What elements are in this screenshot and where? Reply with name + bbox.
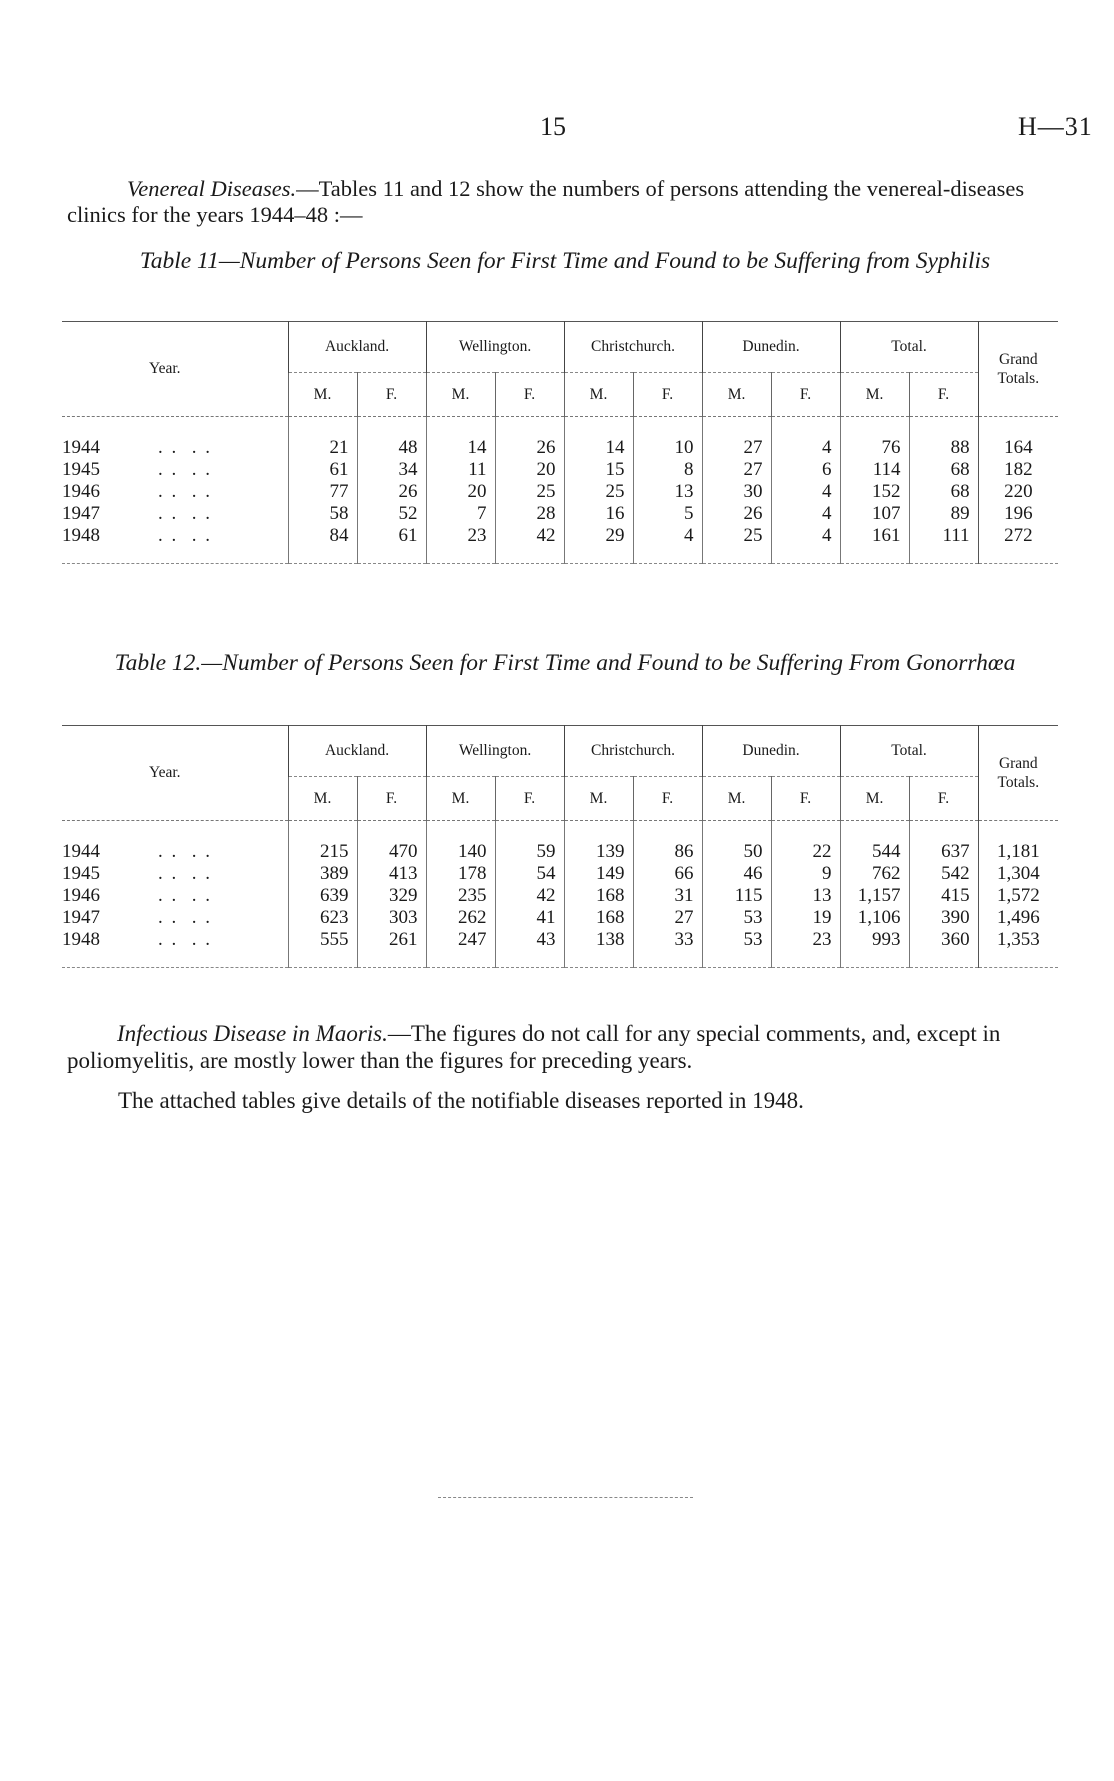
male-header: M. [702,373,771,417]
female-count-cell: 88 [909,417,978,460]
table-row [62,481,1058,503]
male-count-cell: 77 [288,481,357,503]
maoris-text: —The figures do not call for any special comments, and, except in poliomyelitis, are mostly lower than the figures for preceding years. [67,1021,1001,1073]
male-count-cell: 168 [564,907,633,929]
year-value: 1946 [62,481,100,502]
male-count-cell: 30 [702,481,771,503]
female-header: F. [357,777,426,821]
male-count-cell: 1,157 [840,885,909,907]
female-count-cell: 43 [495,929,564,968]
grand-total-cell: 182 [978,459,1058,481]
male-count-cell: 247 [426,929,495,968]
female-count-cell: 9 [771,863,840,885]
year-cell [62,929,288,968]
male-count-cell: 139 [564,821,633,864]
male-count-cell: 168 [564,885,633,907]
female-count-cell: 22 [771,821,840,864]
leader-dots: . . . . [158,503,212,524]
grand-total-cell: 196 [978,503,1058,525]
male-count-cell: 29 [564,525,633,564]
male-count-cell: 555 [288,929,357,968]
female-count-cell: 26 [495,417,564,460]
male-count-cell: 27 [702,459,771,481]
wellington-header: Wellington. [426,726,564,777]
female-header: F. [495,373,564,417]
leader-dots: . . . . [158,907,212,928]
grand-total-cell: 1,181 [978,821,1058,864]
female-count-cell: 34 [357,459,426,481]
male-count-cell: 25 [702,525,771,564]
male-header: M. [564,373,633,417]
maoris-heading: Infectious Disease in Maoris. [117,1021,388,1046]
auckland-header: Auckland. [288,322,426,373]
year-value: 1945 [62,459,100,480]
female-count-cell: 415 [909,885,978,907]
female-count-cell: 13 [633,481,702,503]
year-value: 1945 [62,863,100,884]
year-value: 1948 [62,525,100,546]
year-cell [62,459,288,481]
female-count-cell: 89 [909,503,978,525]
male-header: M. [564,777,633,821]
male-count-cell: 84 [288,525,357,564]
female-count-cell: 31 [633,885,702,907]
leader-dots: . . . . [158,929,212,950]
gonorrhoea-table-body [62,821,1058,968]
venereal-diseases-paragraph [67,176,1057,228]
table-row [62,459,1058,481]
page-reference: H—31 [1018,112,1093,141]
male-count-cell: 61 [288,459,357,481]
male-count-cell: 46 [702,863,771,885]
female-count-cell: 390 [909,907,978,929]
year-cell [62,863,288,885]
leader-dots: . . . . [158,525,212,546]
female-count-cell: 360 [909,929,978,968]
female-header: F. [909,777,978,821]
female-count-cell: 261 [357,929,426,968]
year-value: 1944 [62,437,100,458]
female-count-cell: 637 [909,821,978,864]
female-count-cell: 25 [495,481,564,503]
female-count-cell: 303 [357,907,426,929]
year-cell [62,821,288,864]
female-header: F. [771,373,840,417]
grand-total-cell: 272 [978,525,1058,564]
female-header: F. [357,373,426,417]
male-count-cell: 993 [840,929,909,968]
female-count-cell: 66 [633,863,702,885]
male-count-cell: 23 [426,525,495,564]
female-count-cell: 86 [633,821,702,864]
gonorrhoea-table [62,725,1058,968]
male-count-cell: 623 [288,907,357,929]
female-count-cell: 68 [909,481,978,503]
grand-total-cell: 1,304 [978,863,1058,885]
end-rule [438,1497,693,1498]
venereal-diseases-heading: Venereal Diseases. [127,176,297,201]
female-count-cell: 20 [495,459,564,481]
venereal-diseases-text: —Tables 11 and 12 show the numbers of persons attending the venereal-diseases clinics for the years 1944–48 :— [67,176,1025,227]
female-count-cell: 470 [357,821,426,864]
female-count-cell: 19 [771,907,840,929]
table-row [62,821,1058,864]
male-count-cell: 27 [702,417,771,460]
table-12-caption: Table 12.—Number of Persons Seen for First Time and Found to be Suffering From Gonorrhœa [114,650,1016,676]
table-row [62,417,1058,460]
grand-totals-header: Grand Totals. [978,726,1058,821]
year-cell [62,417,288,460]
female-count-cell: 42 [495,525,564,564]
male-header: M. [702,777,771,821]
male-count-cell: 544 [840,821,909,864]
male-header: M. [426,777,495,821]
table-row [62,929,1058,968]
year-value: 1944 [62,841,100,862]
female-count-cell: 329 [357,885,426,907]
male-header: M. [840,373,909,417]
grand-total-cell: 220 [978,481,1058,503]
female-count-cell: 61 [357,525,426,564]
male-count-cell: 639 [288,885,357,907]
female-count-cell: 111 [909,525,978,564]
male-count-cell: 138 [564,929,633,968]
female-count-cell: 6 [771,459,840,481]
year-value: 1947 [62,503,100,524]
female-count-cell: 542 [909,863,978,885]
year-value: 1948 [62,929,100,950]
female-count-cell: 23 [771,929,840,968]
male-count-cell: 50 [702,821,771,864]
female-count-cell: 48 [357,417,426,460]
female-count-cell: 52 [357,503,426,525]
male-count-cell: 76 [840,417,909,460]
female-count-cell: 59 [495,821,564,864]
table-11-caption: Table 11—Number of Persons Seen for First Time and Found to be Suffering from Syphilis [139,248,991,274]
syphilis-table-body [62,417,1058,564]
year-value: 1946 [62,885,100,906]
leader-dots: . . . . [158,437,212,458]
female-count-cell: 4 [771,481,840,503]
male-count-cell: 15 [564,459,633,481]
male-count-cell: 389 [288,863,357,885]
female-count-cell: 28 [495,503,564,525]
female-header: F. [771,777,840,821]
leader-dots: . . . . [158,459,212,480]
female-count-cell: 4 [771,525,840,564]
page-number: 15 [540,112,566,141]
male-count-cell: 58 [288,503,357,525]
female-count-cell: 8 [633,459,702,481]
male-count-cell: 235 [426,885,495,907]
male-count-cell: 215 [288,821,357,864]
female-count-cell: 27 [633,907,702,929]
leader-dots: . . . . [158,863,212,884]
male-count-cell: 7 [426,503,495,525]
year-header: Year. [148,764,181,781]
male-header: M. [288,373,357,417]
female-count-cell: 26 [357,481,426,503]
female-count-cell: 41 [495,907,564,929]
male-count-cell: 1,106 [840,907,909,929]
grand-totals-header: Grand Totals. [978,322,1058,417]
male-count-cell: 149 [564,863,633,885]
auckland-header: Auckland. [288,726,426,777]
male-header: M. [288,777,357,821]
grand-total-cell: 1,572 [978,885,1058,907]
male-count-cell: 21 [288,417,357,460]
female-header: F. [633,373,702,417]
male-count-cell: 11 [426,459,495,481]
leader-dots: . . . . [158,841,212,862]
male-count-cell: 115 [702,885,771,907]
year-cell [62,481,288,503]
male-count-cell: 262 [426,907,495,929]
male-count-cell: 14 [564,417,633,460]
wellington-header: Wellington. [426,322,564,373]
male-count-cell: 114 [840,459,909,481]
male-header: M. [840,777,909,821]
female-count-cell: 13 [771,885,840,907]
grand-total-cell: 1,353 [978,929,1058,968]
total-header: Total. [840,726,978,777]
male-header: M. [426,373,495,417]
christchurch-header: Christchurch. [564,322,702,373]
leader-dots: . . . . [158,481,212,502]
male-count-cell: 16 [564,503,633,525]
dunedin-header: Dunedin. [702,322,840,373]
male-count-cell: 14 [426,417,495,460]
male-count-cell: 26 [702,503,771,525]
year-cell [62,503,288,525]
male-count-cell: 20 [426,481,495,503]
grand-total-cell: 164 [978,417,1058,460]
female-count-cell: 42 [495,885,564,907]
leader-dots: . . . . [158,885,212,906]
male-count-cell: 53 [702,907,771,929]
dunedin-header: Dunedin. [702,726,840,777]
table-row [62,907,1058,929]
closing-paragraph: The attached tables give details of the notifiable diseases reported in 1948. [118,1088,804,1113]
grand-total-cell: 1,496 [978,907,1058,929]
female-header: F. [495,777,564,821]
female-count-cell: 4 [771,417,840,460]
male-count-cell: 140 [426,821,495,864]
year-value: 1947 [62,907,100,928]
male-count-cell: 762 [840,863,909,885]
year-cell [62,907,288,929]
female-count-cell: 68 [909,459,978,481]
male-count-cell: 152 [840,481,909,503]
male-count-cell: 161 [840,525,909,564]
total-header: Total. [840,322,978,373]
female-count-cell: 54 [495,863,564,885]
table-row [62,525,1058,564]
female-count-cell: 5 [633,503,702,525]
male-count-cell: 107 [840,503,909,525]
table-row [62,503,1058,525]
female-count-cell: 33 [633,929,702,968]
male-count-cell: 178 [426,863,495,885]
syphilis-table [62,321,1058,564]
female-count-cell: 10 [633,417,702,460]
table-row [62,863,1058,885]
maoris-paragraph [67,1020,1057,1074]
christchurch-header: Christchurch. [564,726,702,777]
female-count-cell: 4 [633,525,702,564]
year-cell [62,525,288,564]
female-count-cell: 4 [771,503,840,525]
female-header: F. [633,777,702,821]
year-header: Year. [148,360,181,377]
male-count-cell: 25 [564,481,633,503]
female-header: F. [909,373,978,417]
female-count-cell: 413 [357,863,426,885]
male-count-cell: 53 [702,929,771,968]
table-row [62,885,1058,907]
year-cell [62,885,288,907]
